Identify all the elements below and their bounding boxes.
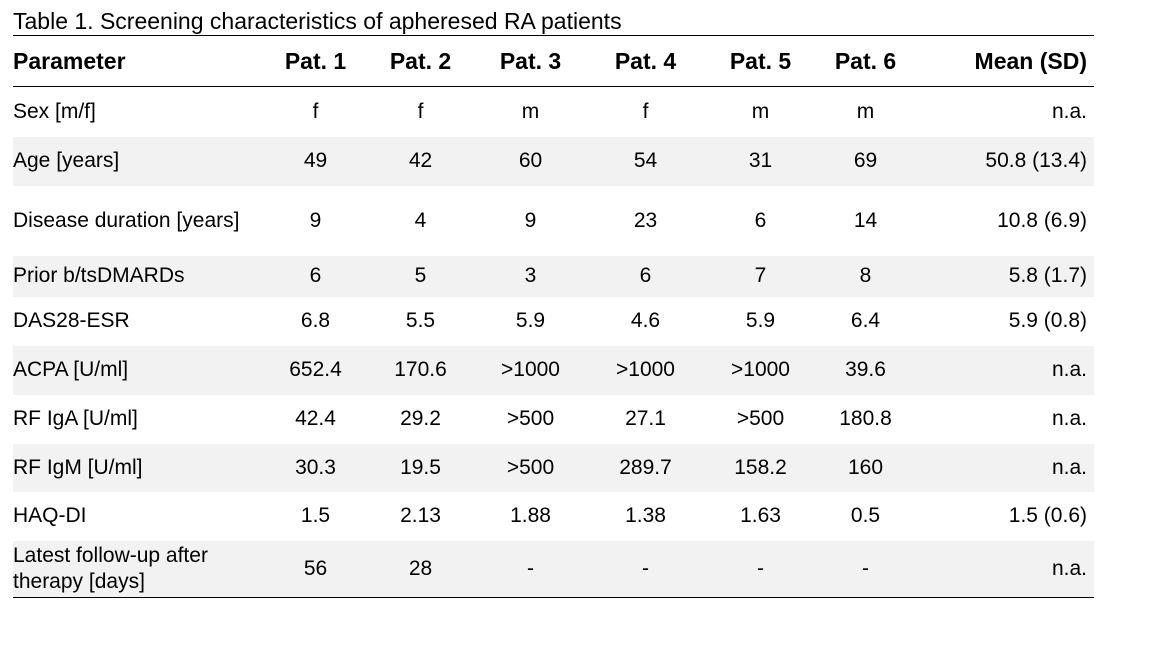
- cell-parameter: Disease duration [years]: [13, 208, 240, 232]
- cell-pat-6: -: [823, 541, 908, 598]
- cell-pat-3: >500: [506, 407, 555, 430]
- cell-pat-2: 170.6: [373, 346, 468, 395]
- table-row: [13, 395, 1094, 444]
- header-pat-6: Pat. 6: [823, 36, 908, 87]
- cell-pat-3: -: [468, 541, 593, 598]
- cell-pat-2: 42: [373, 137, 468, 186]
- cell-mean-sd: 10.8 (6.9): [997, 208, 1087, 232]
- cell-mean-sd: n.a.: [908, 541, 1094, 598]
- cell-pat-4: 54: [593, 137, 698, 186]
- cell-pat-1: 30.3: [258, 444, 373, 492]
- table-body: [13, 87, 1094, 598]
- cell-pat-6: 8: [823, 256, 908, 297]
- cell-mean-sd: n.a.: [1051, 99, 1087, 123]
- cell-parameter: ACPA [U/ml]: [13, 346, 258, 395]
- table-row: [13, 137, 1094, 186]
- cell-pat-1: 42.4: [295, 407, 336, 430]
- cell-pat-1: 56: [258, 541, 373, 598]
- cell-pat-1: 652.4: [258, 346, 373, 395]
- cell-pat-1: 6: [258, 256, 373, 297]
- cell-pat-6: 180.8: [839, 407, 892, 430]
- cell-parameter: HAQ-DI: [13, 504, 87, 527]
- header-row: [13, 36, 1094, 87]
- cell-pat-2: f: [417, 99, 424, 123]
- cell-pat-3: >1000: [468, 346, 593, 395]
- header-pat-4: Pat. 4: [593, 36, 698, 87]
- cell-pat-6: 160: [823, 444, 908, 492]
- table-row: [13, 297, 1094, 346]
- table-row: [13, 444, 1094, 492]
- cell-pat-3: 5.9: [515, 309, 546, 332]
- cell-parameter: RF IgA [U/ml]: [13, 407, 138, 430]
- cell-pat-5: 31: [698, 137, 823, 186]
- header-pat-3: Pat. 3: [468, 36, 593, 87]
- cell-pat-6: 14: [853, 208, 878, 232]
- cell-pat-3: 1.88: [510, 504, 551, 527]
- cell-pat-5: 7: [698, 256, 823, 297]
- cell-mean-sd: n.a.: [908, 444, 1094, 492]
- cell-pat-3: 3: [468, 256, 593, 297]
- cell-pat-5: 5.9: [745, 309, 776, 332]
- cell-pat-4: 4.6: [630, 309, 661, 332]
- cell-pat-1: 1.5: [300, 504, 331, 527]
- header-parameter: Parameter: [13, 36, 258, 87]
- cell-parameter: Age [years]: [13, 137, 258, 186]
- cell-parameter: Prior b/tsDMARDs: [13, 256, 258, 297]
- cell-pat-1: 6.8: [300, 309, 331, 332]
- cell-pat-2: 29.2: [400, 407, 441, 430]
- cell-pat-2: 5: [373, 256, 468, 297]
- cell-pat-2: 5.5: [405, 309, 436, 332]
- cell-pat-5: -: [698, 541, 823, 598]
- cell-pat-5: 158.2: [698, 444, 823, 492]
- header-pat-1: Pat. 1: [258, 36, 373, 87]
- cell-pat-6: 0.5: [850, 504, 881, 527]
- cell-pat-3: 60: [468, 137, 593, 186]
- table-caption: Table 1. Screening characteristics of apheresed RA patients: [13, 8, 622, 34]
- cell-parameter: DAS28-ESR: [13, 309, 130, 332]
- cell-pat-2: 28: [373, 541, 468, 598]
- cell-parameter: Sex [m/f]: [13, 99, 96, 123]
- cell-mean-sd: n.a.: [908, 346, 1094, 395]
- cell-pat-1: 49: [258, 137, 373, 186]
- cell-pat-4: 27.1: [625, 407, 666, 430]
- cell-pat-2: 4: [414, 208, 427, 232]
- cell-pat-5: m: [751, 99, 770, 123]
- cell-pat-1: 9: [309, 208, 322, 232]
- cell-pat-2: 19.5: [373, 444, 468, 492]
- cell-pat-2: 2.13: [400, 504, 441, 527]
- table-row: [13, 186, 1094, 256]
- cell-pat-6: m: [856, 99, 875, 123]
- cell-pat-3: 9: [524, 208, 537, 232]
- cell-pat-5: >1000: [698, 346, 823, 395]
- cell-mean-sd: n.a.: [1051, 407, 1087, 430]
- table-row: [13, 346, 1094, 395]
- cell-mean-sd: 5.8 (1.7): [908, 256, 1094, 297]
- cell-pat-3: >500: [468, 444, 593, 492]
- table-row: [13, 87, 1094, 137]
- cell-parameter: Latest follow-up after therapy [days]: [13, 541, 258, 598]
- header-pat-5: Pat. 5: [698, 36, 823, 87]
- cell-pat-4: 289.7: [593, 444, 698, 492]
- cell-pat-3: m: [521, 99, 540, 123]
- cell-pat-4: 23: [633, 208, 658, 232]
- cell-mean-sd: 1.5 (0.6): [1008, 504, 1087, 527]
- cell-pat-4: 1.38: [625, 504, 666, 527]
- cell-mean-sd: 50.8 (13.4): [908, 137, 1094, 186]
- cell-pat-1: f: [312, 99, 319, 123]
- cell-mean-sd: 5.9 (0.8): [1008, 309, 1087, 332]
- cell-pat-5: >500: [736, 407, 785, 430]
- header-mean-sd: Mean (SD): [908, 36, 1094, 87]
- cell-parameter: RF IgM [U/ml]: [13, 444, 258, 492]
- cell-pat-4: >1000: [593, 346, 698, 395]
- cell-pat-5: 1.63: [740, 504, 781, 527]
- table-row: [13, 256, 1094, 297]
- screening-table: [13, 35, 1094, 598]
- cell-pat-4: f: [642, 99, 649, 123]
- header-pat-2: Pat. 2: [373, 36, 468, 87]
- cell-pat-4: -: [593, 541, 698, 598]
- cell-pat-6: 6.4: [850, 309, 881, 332]
- cell-pat-4: 6: [593, 256, 698, 297]
- cell-pat-6: 39.6: [823, 346, 908, 395]
- table-row: [13, 541, 1094, 598]
- cell-pat-6: 69: [823, 137, 908, 186]
- cell-pat-5: 6: [754, 208, 767, 232]
- table-row: [13, 492, 1094, 541]
